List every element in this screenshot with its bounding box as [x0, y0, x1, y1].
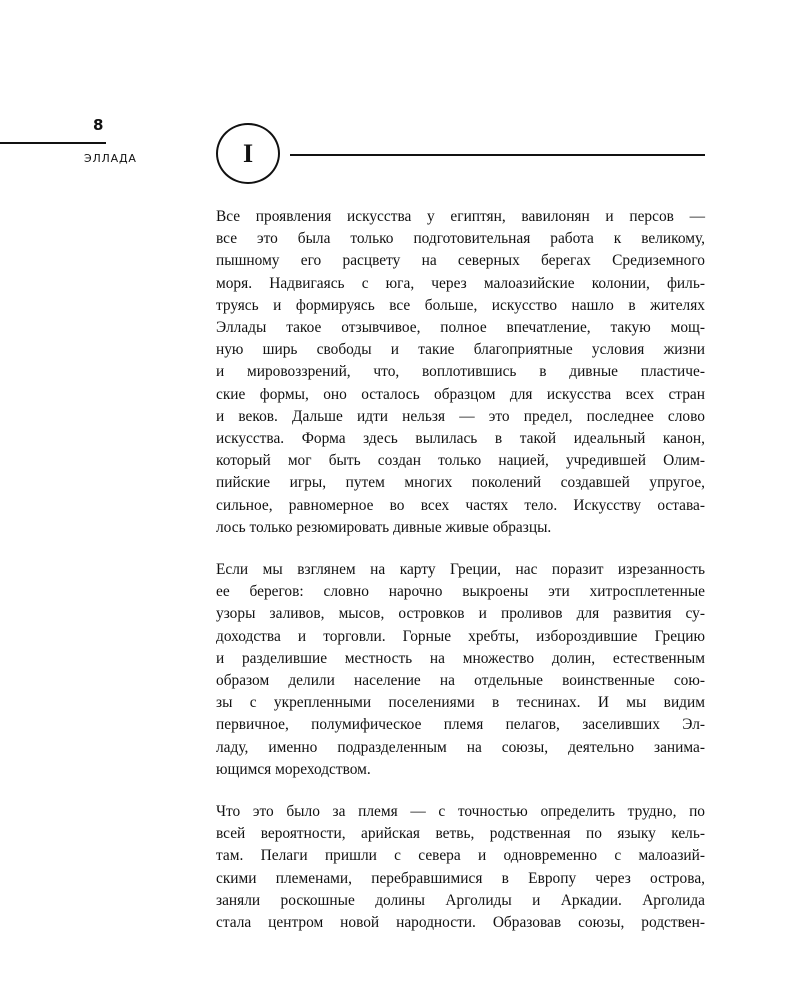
text-line: Если мы взглянем на карту Греции, нас поразит изрезанность — [216, 561, 705, 579]
page-number: 8 — [93, 116, 104, 134]
text-line: лось только резюмировать дивные живые образцы. — [216, 518, 552, 536]
text-line: труясь и формируясь все больше, искусство нашло в жителях — [216, 296, 705, 314]
text-line: первичное, полумифическое племя пелагов, заселивших Эл- — [216, 716, 705, 734]
paragraph — [216, 801, 705, 934]
text-line: Что это было за племя — с точностью определить трудно, по — [216, 803, 705, 821]
text-line: доходства и торговли. Горные хребты, избороздившие Грецию — [216, 627, 705, 645]
body-text — [216, 206, 705, 934]
text-line: ские формы, оно осталось образцом для искусства всех стран — [216, 385, 705, 403]
text-line: там. Пелаги пришли с севера и одновременно с малоазий- — [216, 847, 705, 865]
text-line: заняли роскошные долины Арголиды и Аркадии. Арголида — [216, 891, 705, 909]
paragraph — [216, 559, 705, 781]
header-divider — [0, 142, 106, 144]
text-line: скими племенами, перебравшимися в Европу через острова, — [216, 869, 705, 887]
text-line: зы с укрепленными поселениями в теснинах. И мы видим — [216, 694, 705, 712]
chapter-badge — [216, 123, 280, 184]
text-line: который мог быть создан только нацией, учредившей Олим- — [216, 452, 705, 470]
text-line: и разделившие местность на множество долин, естественным — [216, 649, 705, 667]
text-line: ладу, именно подразделенным на союзы, деятельно занима- — [216, 738, 705, 756]
text-line: сильное, равномерное во всех частях тело. Искусству остава- — [216, 496, 705, 514]
text-line: стала центром новой народности. Образовав союзы, родствен- — [216, 914, 705, 932]
text-line: пышному его расцвету на северных берегах Средиземного — [216, 252, 705, 270]
text-line: Эллады такое отзывчивое, полное впечатление, такую мощ- — [216, 319, 705, 337]
text-line: ющимся мореходством. — [216, 760, 371, 778]
paragraph — [216, 206, 705, 539]
chapter-numeral: I — [242, 138, 254, 168]
text-line: всей вероятности, арийская ветвь, родственная по языку кель- — [216, 825, 705, 843]
text-line: искусства. Форма здесь вылилась в такой идеальный канон, — [216, 430, 705, 448]
running-title: ЭЛЛАДА — [84, 152, 137, 165]
text-line: все это была только подготовительная работа к великому, — [216, 230, 705, 248]
text-line: образом делили население на отдельные воинственные сою- — [216, 672, 705, 690]
text-line: Все проявления искусства у египтян, вавилонян и персов — — [216, 208, 705, 225]
text-line: и веков. Дальше идти нельзя — это предел, последнее слово — [216, 407, 705, 425]
chapter-divider — [290, 154, 705, 156]
text-line: ее берегов: словно нарочно выкроены эти хитросплетенные — [216, 583, 705, 601]
text-line: узоры заливов, мысов, островков и проливов для развития су- — [216, 605, 705, 623]
text-line: ную ширь свободы и такие благоприятные условия жизни — [216, 341, 705, 359]
text-line: моря. Надвигаясь с юга, через малоазийские колонии, филь- — [216, 274, 705, 292]
text-line: пийские игры, путем многих поколений создавшей упругое, — [216, 474, 705, 492]
text-line: и мировоззрений, что, воплотившись в дивные пластиче- — [216, 363, 705, 381]
